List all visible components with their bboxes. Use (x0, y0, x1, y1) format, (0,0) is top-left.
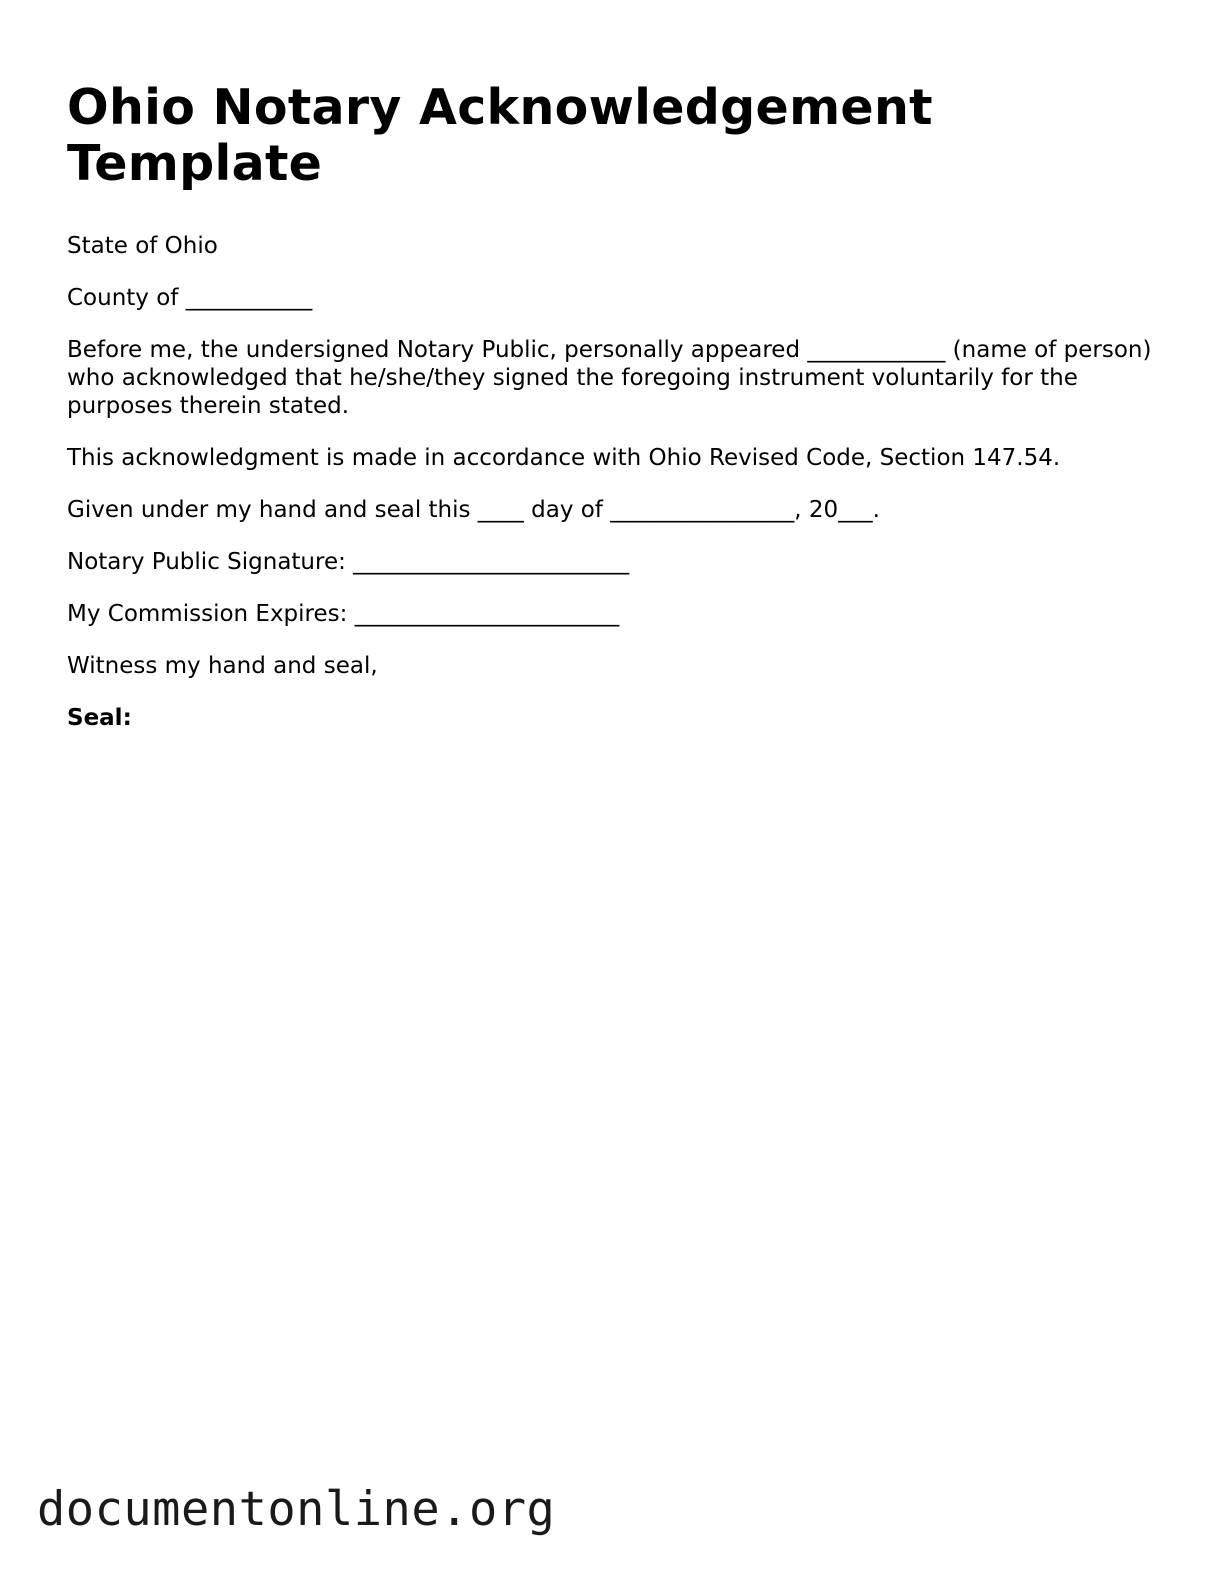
state-line: State of Ohio (67, 233, 218, 259)
county-line: County of ___________ (67, 285, 313, 311)
witness-line: Witness my hand and seal, (67, 653, 378, 679)
seal-label: Seal: (67, 705, 132, 731)
given-under-hand-line: Given under my hand and seal this ____ day of ________________, 20___. (67, 497, 880, 523)
commission-expires-line: My Commission Expires: _______________________ (67, 601, 620, 627)
watermark: documentonline.org (37, 1482, 556, 1537)
acknowledgment-paragraph: This acknowledgment is made in accordance with Ohio Revised Code, Section 147.54. (67, 445, 1061, 471)
notary-signature-line: Notary Public Signature: ________________________ (67, 549, 630, 575)
document-page (67, 80, 1167, 732)
document-title: Ohio Notary Acknowledgement Template (67, 79, 933, 192)
before-me-paragraph: Before me, the undersigned Notary Public, personally appeared ____________ (name of person) who acknowledged that he/she/they signed the foregoing instrument voluntarily for the purposes therein stated. (67, 337, 1152, 419)
